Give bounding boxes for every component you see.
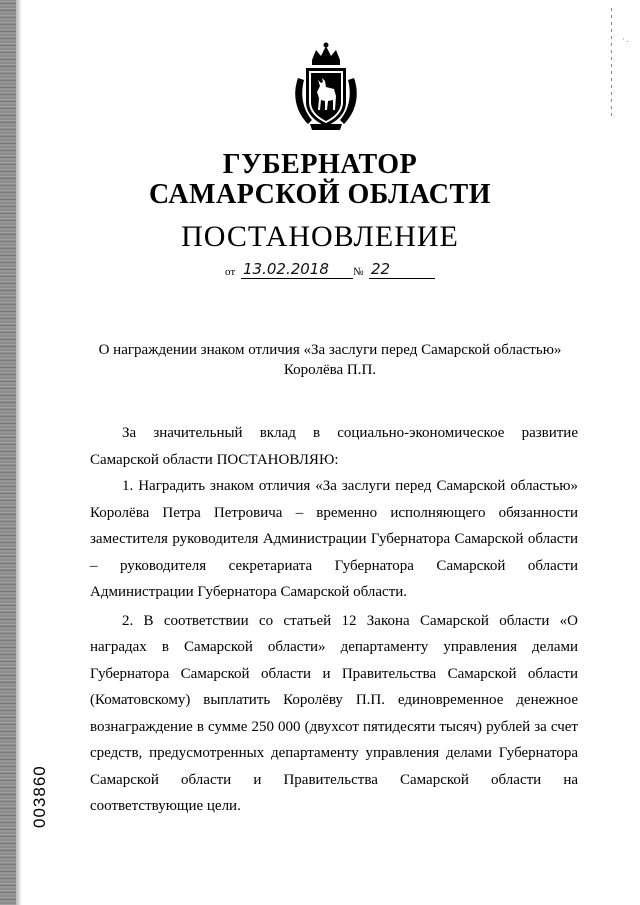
preamble-paragraph: За значительный вклад в социально-экономическое развитие Самарской области ПОСТАНОВЛЯЮ: (90, 425, 578, 468)
document-number: 22 (369, 260, 435, 279)
margin-stamp-number: 003860 (30, 765, 49, 828)
scan-dots: · . (622, 35, 629, 44)
samara-coat-of-arms-icon (290, 40, 362, 132)
paragraph-item-1: 1. Наградить знаком отличия «За заслуги перед Самарской областью» Королёва Петра Петровича – временно исполняющего обязанности заместителя руководителя Администрации Губернатора Самарской области – руководителя секретариата Губернатора Самарской области Администрации Губернатора Самарской области. (90, 478, 578, 600)
document-subject (60, 340, 600, 380)
scan-mark (611, 8, 612, 118)
subject-line1: О награждении знаком отличия «За заслуги перед Самарской областью» (98, 342, 562, 358)
authority-title-line1: ГУБЕРНАТОР (222, 149, 418, 180)
date-label: от (225, 266, 236, 278)
authority-title-line2: САМАРСКОЙ ОБЛАСТИ (149, 179, 491, 210)
document-date: 13.02.2018 (241, 260, 353, 279)
scan-edge-shadow (16, 0, 22, 905)
document-type: ПОСТАНОВЛЕНИЕ (181, 220, 459, 253)
subject-line2: Королёва П.П. (283, 362, 377, 378)
number-label: № (353, 266, 364, 278)
scan-edge (0, 0, 16, 905)
document-body (90, 420, 578, 820)
paragraph-item-2: 2. В соответствии со статьей 12 Закона Самарской области «О наградах в Самарской области» департаменту управления делами Губернатора Самарской области и Правительства Самарской области (Коматовскому) выплатить Королёву П.П. единовременное денежное вознаграждение в сумме 250 000 (двухсот пятидесяти тысяч) рублей за счет средств, предусмотренных департаменту управления делами Губернатора Самарской области и Правительства Самарской области на соответствующие цели. (90, 612, 578, 814)
